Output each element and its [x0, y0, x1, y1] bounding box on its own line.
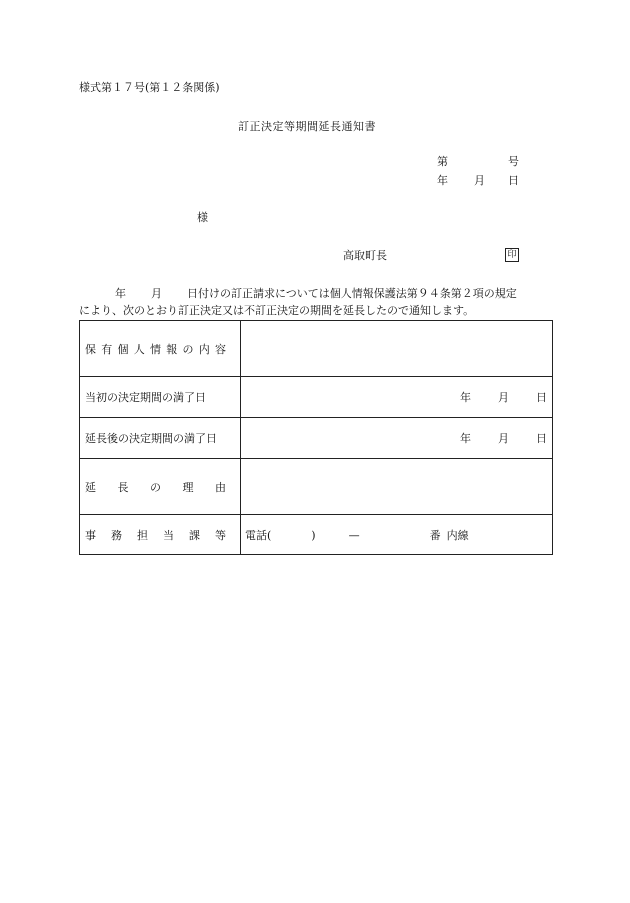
value-department	[241, 515, 553, 555]
detail-table	[79, 320, 553, 555]
label-char: 内	[198, 342, 210, 356]
label-char: 人	[133, 342, 145, 356]
label-extended-deadline: 延長後の決定期間の満了日	[80, 418, 241, 459]
date-day-label: 日	[536, 391, 547, 404]
label-chars	[85, 341, 226, 357]
label-chars	[85, 527, 226, 543]
table-row-reason	[80, 459, 553, 515]
value-extended-deadline	[241, 418, 553, 459]
extension-label: 内線	[446, 528, 469, 542]
label-char: 理	[182, 480, 194, 494]
issue-date-year: 年	[437, 174, 448, 187]
table-row-extended-deadline	[80, 418, 553, 459]
label-char: の	[150, 480, 161, 494]
label-char: の	[182, 342, 194, 356]
date-day-label: 日	[536, 432, 547, 445]
label-char: 有	[101, 342, 113, 356]
label-char: 由	[215, 480, 226, 494]
label-char: 個	[117, 342, 129, 356]
label-reason	[80, 459, 241, 515]
label-char: 報	[166, 342, 178, 356]
table-row-info-content	[80, 321, 553, 377]
phone-dash: —	[348, 528, 360, 542]
label-char: 課	[189, 528, 200, 542]
table-row-original-deadline	[80, 377, 553, 418]
phone-label: 電話(	[245, 528, 272, 542]
label-char: 等	[215, 528, 226, 542]
label-char: 事	[85, 528, 96, 542]
body-text-line-1	[79, 287, 551, 301]
label-char: 延	[85, 480, 96, 494]
date-month-label: 月	[498, 391, 509, 404]
label-chars	[85, 479, 226, 495]
date-month-label: 月	[498, 432, 509, 445]
body-text-line-2: により、次のとおり訂正決定又は不訂正決定の期間を延長したので通知します。	[79, 304, 475, 317]
label-char: 務	[111, 528, 122, 542]
label-info-content	[80, 321, 241, 377]
label-original-deadline: 当初の決定期間の満了日	[80, 377, 241, 418]
phone-number-suffix: 番	[429, 528, 441, 542]
addressee-honorific: 様	[197, 211, 208, 224]
label-department	[80, 515, 241, 555]
label-char: 当	[163, 528, 174, 542]
value-reason	[241, 459, 553, 515]
date-year-label: 年	[460, 432, 471, 445]
body-year: 年	[115, 287, 126, 300]
document-title: 訂正決定等期間延長通知書	[238, 120, 376, 133]
value-info-content	[241, 321, 553, 377]
label-char: 保	[85, 342, 96, 356]
label-char: 容	[215, 342, 226, 356]
phone-close-paren: )	[311, 528, 316, 542]
label-char: 担	[137, 528, 148, 542]
value-original-deadline	[241, 377, 553, 418]
form-number: 様式第１７号(第１２条関係)	[79, 81, 220, 94]
table-row-department	[80, 515, 553, 555]
date-year-label: 年	[460, 391, 471, 404]
label-char: 情	[150, 342, 161, 356]
seal-mark: 印	[505, 248, 519, 262]
label-char: 長	[117, 480, 129, 494]
body-month: 月	[151, 287, 162, 300]
body-text-rest: 日付けの訂正請求については個人情報保護法第９４条第２項の規定	[187, 287, 517, 300]
issue-date-day: 日	[508, 174, 519, 187]
issue-date-month: 月	[474, 174, 485, 187]
issue-number-prefix: 第	[437, 155, 448, 168]
issue-number-suffix: 号	[508, 155, 519, 168]
issuer-name: 高取町長	[343, 249, 387, 262]
